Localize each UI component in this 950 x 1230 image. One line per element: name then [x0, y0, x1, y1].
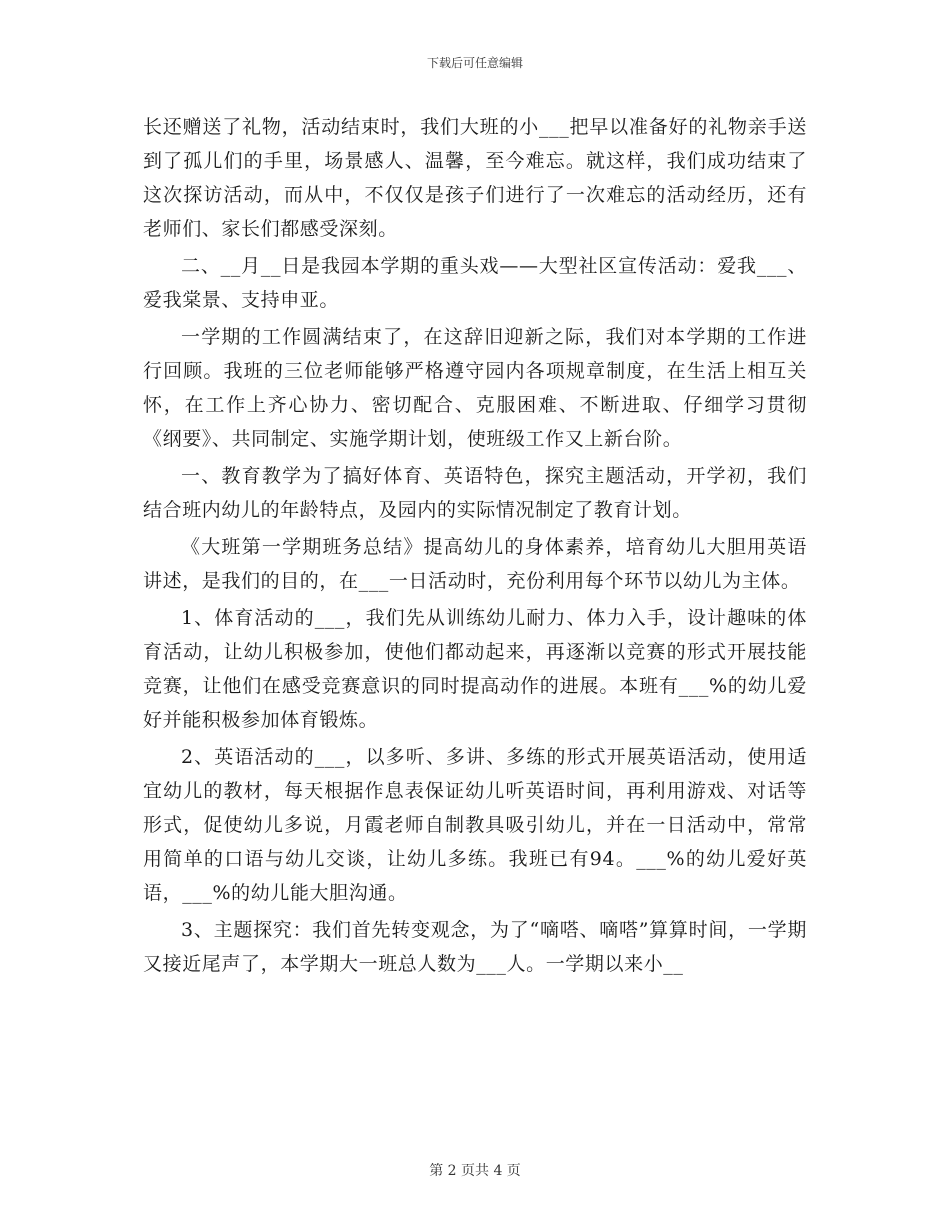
paragraph-3: 一学期的工作圆满结束了，在这辞旧迎新之际，我们对本学期的工作进行回顾。我班的三位老师能够严格遵守园内各项规章制度，在生活上相互关怀，在工作上齐心协力、密切配合、克服困难、不断进取、仔细学习贯彻《纲要》、共同制定、实施学期计划，使班级工作又上新台阶。	[143, 326, 807, 450]
page-header: 下载后可任意编辑	[426, 56, 523, 70]
page-footer: 第 2 页共 4 页	[429, 1163, 521, 1179]
paragraph-1: 长还赠送了礼物，活动结束时，我们大班的小___把早以准备好的礼物亲手送到了孤儿们的手里，场景感人、温馨，至今难忘。就这样，我们成功结束了这次探访活动，而从中，不仅仅是孩子们进行了一次难忘的活动经历，还有老师们、家长们都感受深刻。	[143, 116, 807, 240]
paragraph-2: 二、__月__日是我园本学期的重头戏——大型社区宣传活动：爱我___、爱我棠景、支持申亚。	[143, 255, 807, 311]
document-body	[143, 110, 807, 981]
paragraph-6: 1、体育活动的___，我们先从训练幼儿耐力、体力入手，设计趣味的体育活动，让幼儿积极参加，使他们都动起来，再逐渐以竞赛的形式开展技能竞赛，让他们在感受竞赛意识的同时提高动作的进展。本班有___%的幼儿爱好并能积极参加体育锻炼。	[143, 607, 807, 731]
paragraph-4: 一、教育教学为了搞好体育、英语特色，探究主题活动，开学初，我们结合班内幼儿的年龄特点，及园内的实际情况制定了教育计划。	[143, 465, 807, 521]
paragraph-7: 2、英语活动的___，以多听、多讲、多练的形式开展英语活动，使用适宜幼儿的教材，每天根据作息表保证幼儿听英语时间，再利用游戏、对话等形式，促使幼儿多说，月霞老师自制教具吸引幼儿，并在一日活动中，常常用简单的口语与幼儿交谈，让幼儿多练。我班已有94。___%的幼儿爱好英语，___%的幼儿能大胆沟通。	[143, 746, 807, 904]
paragraph-8: 3、主题探究：我们首先转变观念，为了“嘀嗒、嘀嗒”算算时间，一学期又接近尾声了，本学期大一班总人数为___人。一学期以来小__	[143, 919, 807, 975]
paragraph-5: 《大班第一学期班务总结》提高幼儿的身体素养，培育幼儿大胆用英语讲述，是我们的目的，在___一日活动时，充份利用每个环节以幼儿为主体。	[143, 536, 807, 592]
